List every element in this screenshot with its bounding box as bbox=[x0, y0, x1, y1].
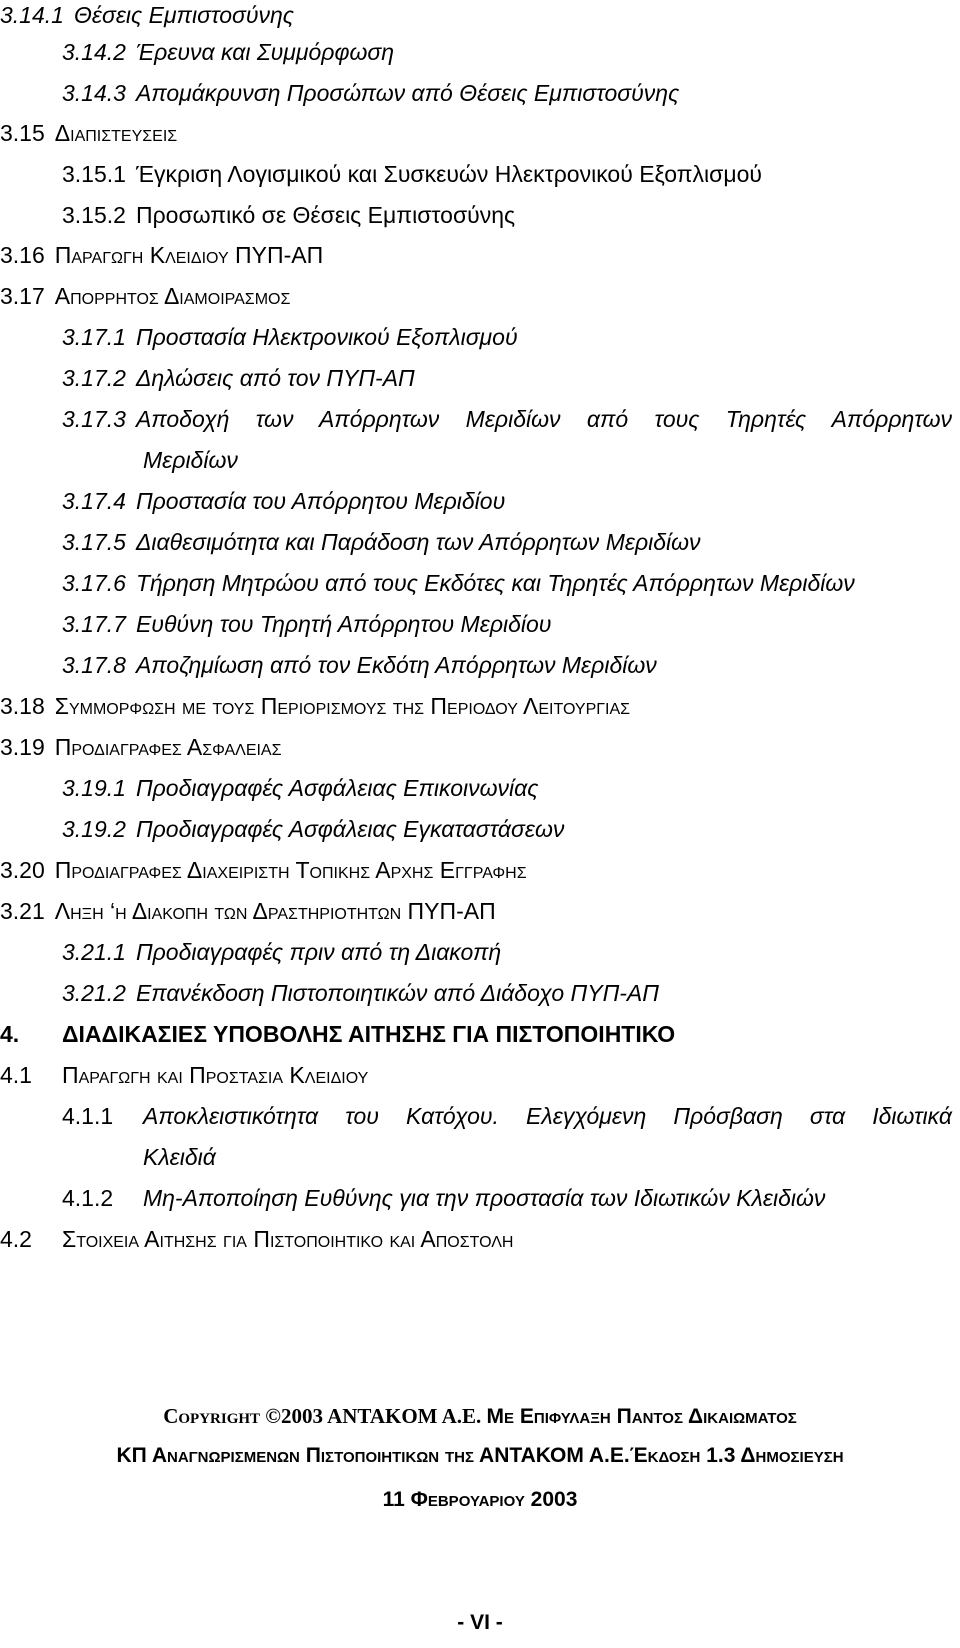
toc-number: 4.1.2 bbox=[62, 1185, 114, 1211]
toc-number: 3.17.2 bbox=[62, 365, 126, 391]
toc-number: 3.17 bbox=[0, 283, 45, 309]
toc-entry[interactable] bbox=[62, 978, 659, 1008]
toc-number: 3.21.2 bbox=[62, 980, 126, 1006]
toc-title: Έρευνα και Συμμόρφωση bbox=[135, 39, 395, 65]
toc-entry[interactable] bbox=[62, 814, 564, 844]
toc-title: Προδιαγραφες Διαχειριστη Τοπικης Αρχης Εγγραφης bbox=[54, 857, 527, 883]
toc-number: 3.19.1 bbox=[62, 775, 126, 801]
toc-title: Παραγωγη και Προστασια Κλειδιου bbox=[62, 1062, 369, 1088]
toc-entry[interactable] bbox=[62, 37, 394, 67]
toc-number: 3.15.1 bbox=[62, 161, 126, 187]
footer-publication-date: 11 Φεβρουαριου 2003 bbox=[382, 1488, 578, 1511]
toc-title: Προδιαγραφες Ασφαλειας bbox=[54, 734, 282, 760]
toc-title: Τήρηση Μητρώου από τους Εκδότες και Τηρητές Απόρρητων Μεριδίων bbox=[135, 570, 855, 596]
toc-entry[interactable] bbox=[0, 0, 294, 30]
toc-entry[interactable] bbox=[62, 404, 952, 434]
toc-number: 4.1 bbox=[0, 1062, 32, 1088]
toc-entry[interactable] bbox=[0, 281, 290, 311]
toc-title: Παραγωγη Κλειδιου ΠΥΠ-ΑΠ bbox=[54, 242, 324, 268]
toc-title: Ευθύνη του Τηρητή Απόρρητου Μεριδίου bbox=[135, 611, 552, 637]
toc-number: 4.2 bbox=[0, 1226, 32, 1252]
footer-copyright-line bbox=[0, 1404, 960, 1429]
toc-title: Αποδοχή των Απόρρητων Μεριδίων από τους Τηρητές Απόρρητων bbox=[135, 406, 952, 432]
toc-title: Διαθεσιμότητα και Παράδοση των Απόρρητων Μεριδίων bbox=[135, 529, 701, 555]
toc-entry[interactable] bbox=[62, 78, 679, 108]
toc-entry[interactable] bbox=[62, 609, 551, 639]
toc-title: ΔΙΑΔΙΚΑΣΙΕΣ ΥΠΟΒΟΛΗΣ ΑΙΤΗΣΗΣ ΓΙΑ ΠΙΣΤΟΠΟΙΗΤΙΚΟ bbox=[62, 1021, 676, 1047]
toc-entry[interactable] bbox=[0, 732, 282, 762]
toc-entry-continuation: Κλειδιά bbox=[143, 1144, 216, 1170]
toc-number: 3.17.6 bbox=[62, 570, 126, 596]
toc-number: 3.14.3 bbox=[62, 80, 126, 106]
toc-title: Θέσεις Εμπιστοσύνης bbox=[73, 2, 294, 28]
toc-title: Προσωπικό σε Θέσεις Εμπιστοσύνης bbox=[135, 202, 516, 228]
toc-entry[interactable] bbox=[62, 568, 855, 598]
toc-title: Αποζημίωση από τον Εκδότη Απόρρητων Μεριδίων bbox=[135, 652, 657, 678]
toc-title: Δηλώσεις από τον ΠΥΠ-ΑΠ bbox=[135, 365, 415, 391]
toc-entry-continuation: Μεριδίων bbox=[143, 447, 238, 473]
toc-title: Έγκριση Λογισμικού και Συσκευών Ηλεκτρονικού Εξοπλισμού bbox=[135, 161, 762, 187]
toc-entry[interactable] bbox=[62, 200, 515, 230]
toc-title: Αποκλειστικότητα του Κατόχου. Ελεγχόμενη Πρόσβαση στα Ιδιωτικά bbox=[143, 1103, 952, 1129]
toc-title: Μη-Αποποίηση Ευθύνης για την προστασία των Ιδιωτικών Κλειδιών bbox=[143, 1185, 826, 1211]
toc-entry[interactable] bbox=[0, 1224, 513, 1254]
toc-entry[interactable] bbox=[0, 691, 630, 721]
toc-number: 4.1.1 bbox=[62, 1103, 114, 1129]
toc-title: Ληξη ‘η Διακοπη των Δραστηριοτητων ΠΥΠ-ΑΠ bbox=[54, 898, 496, 924]
toc-number: 3.15 bbox=[0, 120, 45, 146]
rights-reserved: Με Επιφυλαξη Παντος Δικαιωματος bbox=[486, 1405, 797, 1428]
toc-number: 3.15.2 bbox=[62, 202, 126, 228]
toc-number: 3.16 bbox=[0, 242, 45, 268]
toc-entry[interactable] bbox=[62, 527, 701, 557]
toc-title: Προδιαγραφές Ασφάλειας Εγκαταστάσεων bbox=[135, 816, 565, 842]
toc-number: 3.21.1 bbox=[62, 939, 126, 965]
toc-number: 3.19.2 bbox=[62, 816, 126, 842]
toc-number: 3.20 bbox=[0, 857, 45, 883]
toc-number: 3.17.1 bbox=[62, 324, 126, 350]
toc-number: 3.19 bbox=[0, 734, 45, 760]
toc-entry[interactable] bbox=[62, 650, 657, 680]
toc-title: Απορρητος Διαμοιρασμος bbox=[54, 283, 291, 309]
toc-number: 3.17.7 bbox=[62, 611, 126, 637]
toc-number: 3.17.3 bbox=[62, 406, 126, 432]
toc-number: 3.17.8 bbox=[62, 652, 126, 678]
toc-title: Επανέκδοση Πιστοποιητικών από Διάδοχο ΠΥΠ-ΑΠ bbox=[135, 980, 659, 1006]
toc-entry[interactable] bbox=[62, 937, 501, 967]
toc-entry[interactable] bbox=[0, 240, 323, 270]
toc-number: 3.17.4 bbox=[62, 488, 126, 514]
toc-title: Προστασία του Απόρρητου Μεριδίου bbox=[135, 488, 506, 514]
toc-title: Προδιαγραφές πριν από τη Διακοπή bbox=[135, 939, 502, 965]
toc-entry[interactable] bbox=[62, 159, 762, 189]
toc-number: 3.17.5 bbox=[62, 529, 126, 555]
toc-chapter[interactable] bbox=[0, 1019, 675, 1049]
toc-number: 3.18 bbox=[0, 693, 45, 719]
toc-entry[interactable] bbox=[0, 855, 527, 885]
toc-title: Διαπιστευσεις bbox=[54, 120, 178, 146]
toc-entry[interactable] bbox=[62, 363, 415, 393]
toc-title: Προδιαγραφές Ασφάλειας Επικοινωνίας bbox=[135, 775, 539, 801]
toc-title: Απομάκρυνση Προσώπων από Θέσεις Εμπιστοσύνης bbox=[135, 80, 680, 106]
toc-entry[interactable] bbox=[0, 118, 177, 148]
toc-title: Στοιχεια Αιτησης για Πιστοποιητικο και Αποστολη bbox=[62, 1226, 514, 1252]
toc-number: 4. bbox=[0, 1021, 20, 1047]
toc-entry[interactable] bbox=[62, 486, 505, 516]
toc-title: Προστασία Ηλεκτρονικού Εξοπλισμού bbox=[135, 324, 518, 350]
toc-number: 3.14.1 bbox=[0, 2, 64, 28]
page-number: - VI - bbox=[457, 1611, 503, 1634]
toc-entry[interactable] bbox=[62, 322, 518, 352]
footer-document-title: ΚΠ Αναγνωρισμενων Πιστοποιητικων της ΑΝΤΑΚΟΜ Α.Ε.Έκδοση 1.3 Δημοσιευση bbox=[116, 1444, 844, 1467]
toc-number: 3.21 bbox=[0, 898, 45, 924]
toc-entry[interactable] bbox=[62, 1101, 952, 1131]
toc-entry[interactable] bbox=[0, 896, 496, 926]
toc-number: 3.14.2 bbox=[62, 39, 126, 65]
toc-title: Συμμορφωση με τους Περιορισμους της Περιοδου Λειτουργιας bbox=[54, 693, 631, 719]
toc-entry[interactable] bbox=[62, 773, 538, 803]
copyright-notice: Copyright ©2003 ANTAKOM A.E. bbox=[163, 1404, 482, 1428]
toc-entry[interactable] bbox=[0, 1060, 368, 1090]
toc-entry[interactable] bbox=[62, 1183, 825, 1213]
